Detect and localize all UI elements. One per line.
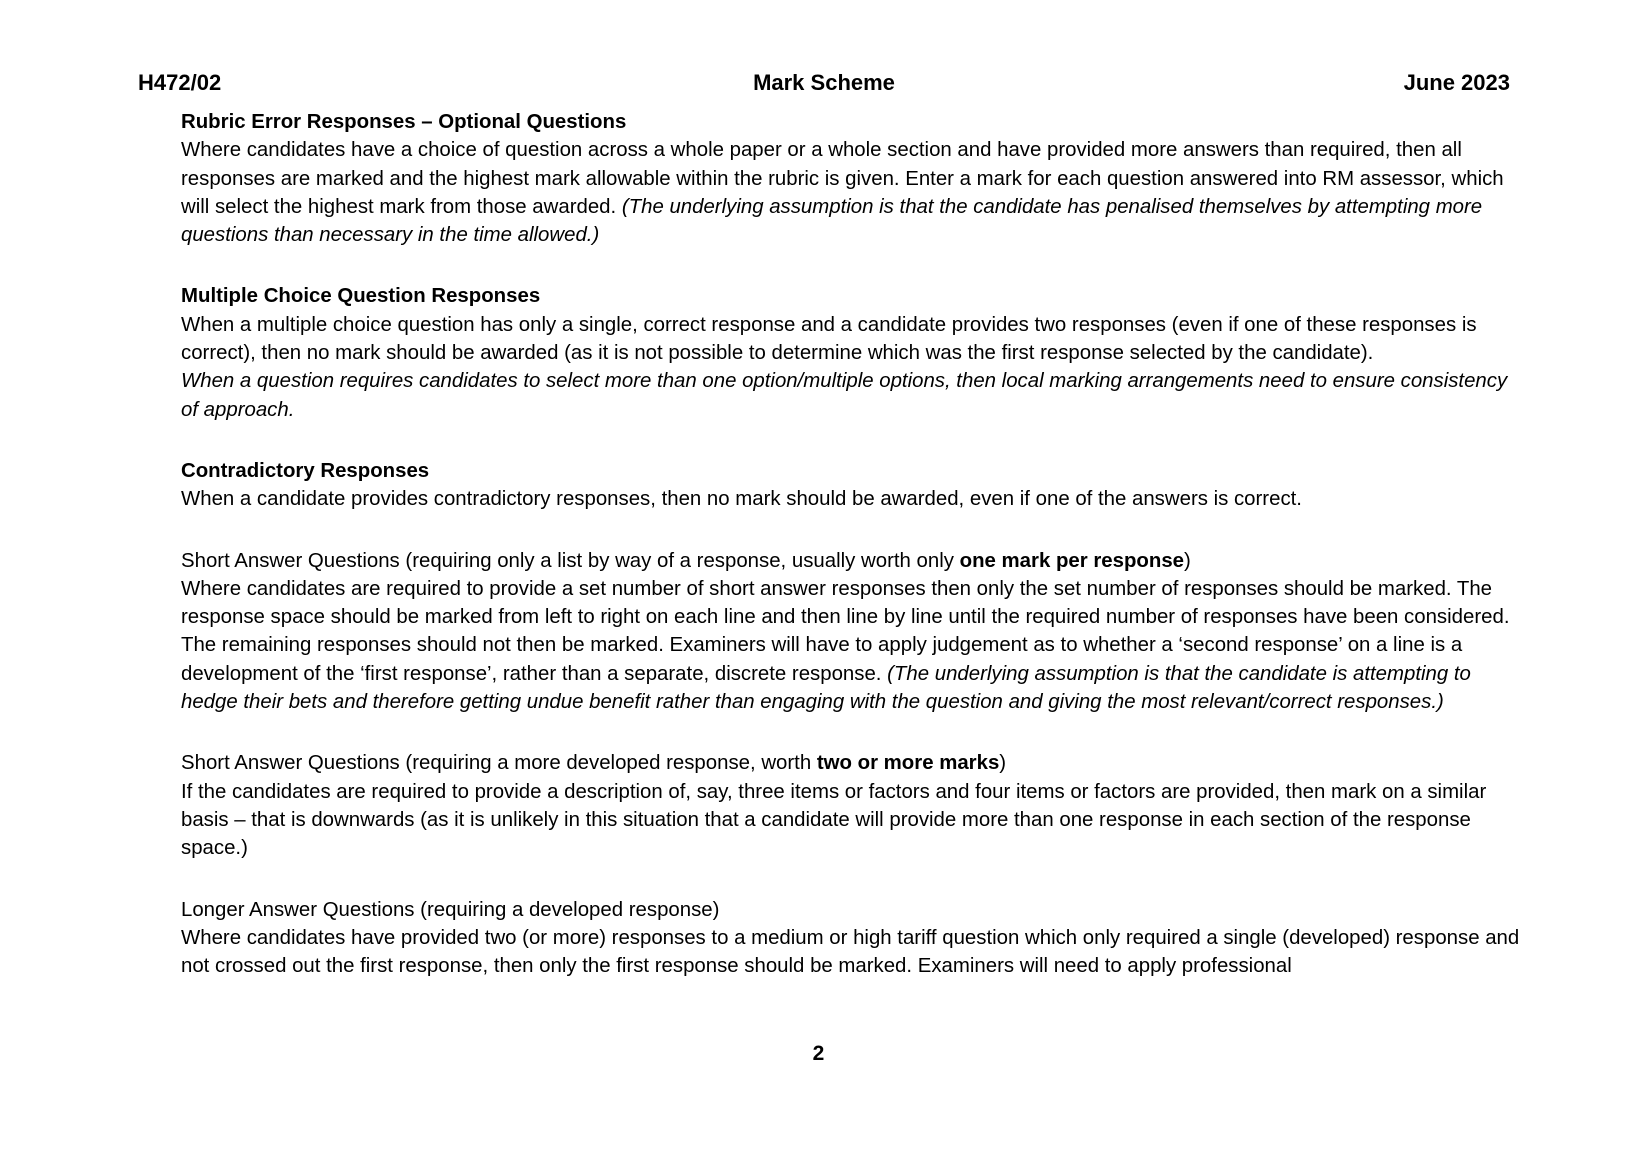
section-heading: Rubric Error Responses – Optional Questions <box>181 111 627 133</box>
exam-date: June 2023 <box>1403 70 1510 95</box>
section-body: Where candidates have a choice of question across a whole paper or a whole section and have provided more answers than required, then all responses are marked and the highest mark allowable within the rubric is given. Enter a mark for each question answered into RM assessor, which will select the highest mark from those awarded. <box>181 139 1504 218</box>
section-body: Where candidates have provided two (or more) responses to a medium or high tariff question which only required a single (developed) response and not crossed out the first response, then only the first response should be marked. Examiners will need to apply professional <box>181 926 1520 978</box>
section-heading <box>181 749 1521 777</box>
heading-prefix: Short Answer Questions (requiring a more developed response, worth <box>181 752 817 775</box>
heading-prefix: Short Answer Questions (requiring only a list by way of a response, usually worth only <box>181 549 960 572</box>
section-italic-note: When a question requires candidates to select more than one option/multiple options, then local marking arrangements need to ensure consistency of approach. <box>181 370 1508 421</box>
heading-suffix: ) <box>1184 549 1191 572</box>
heading-emphasis: one mark per response <box>959 549 1185 572</box>
section-rubric-error <box>181 108 1521 249</box>
document-title: Mark Scheme <box>753 70 895 95</box>
page-number: 2 <box>812 1042 825 1065</box>
section-heading: Multiple Choice Question Responses <box>181 285 541 308</box>
section-paragraph <box>181 575 1521 716</box>
section-short-answer-list <box>181 547 1521 717</box>
section-heading: Longer Answer Questions (requiring a developed response) <box>181 898 720 921</box>
section-body: When a multiple choice question has only a single, correct response and a candidate provides two responses (even if one of these responses is correct), then no mark should be awarded (as it is not possible to determine which was the first response selected by the candidate). <box>181 313 1477 365</box>
section-paragraph <box>181 136 1521 249</box>
section-short-answer-developed <box>181 749 1521 862</box>
section-heading <box>181 547 1521 575</box>
page-header <box>138 70 1510 100</box>
heading-emphasis: two or more marks <box>816 752 1000 775</box>
section-body: If the candidates are required to provide a description of, say, three items or factors and four items or factors are provided, then mark on a similar basis – that is downwards (as it is unlikely in this situation that a candidate will provide more than one response in each section of the response space.) <box>181 780 1487 860</box>
paper-code: H472/02 <box>138 70 222 95</box>
section-body: Where candidates are required to provide a set number of short answer responses then only the set number of responses should be marked. The response space should be marked from left to right on each line and then line by line until the required number of responses have been considered. The remaining responses should not then be marked. Examiners will have to apply judgement as to whether a ‘second response’ on a line is a development of the ‘first response’, rather than a separate, discrete response. <box>181 577 1510 685</box>
section-italic-note: (The underlying assumption is that the candidate has penalised themselves by attempting more questions than necessary in the time allowed.) <box>181 195 1483 247</box>
heading-suffix: ) <box>999 752 1007 775</box>
section-body: When a candidate provides contradictory responses, then no mark should be awarded, even if one of the answers is correct. <box>181 488 1302 511</box>
section-multiple-choice <box>181 282 1521 423</box>
section-heading: Contradictory Responses <box>181 459 430 482</box>
section-longer-answer <box>181 896 1521 981</box>
document-body <box>181 108 1521 1013</box>
section-contradictory <box>181 457 1521 514</box>
section-italic-note: (The underlying assumption is that the candidate is attempting to hedge their bets and therefore getting undue benefit rather than engaging with the question and giving the most relevant/correct responses.) <box>181 662 1471 714</box>
